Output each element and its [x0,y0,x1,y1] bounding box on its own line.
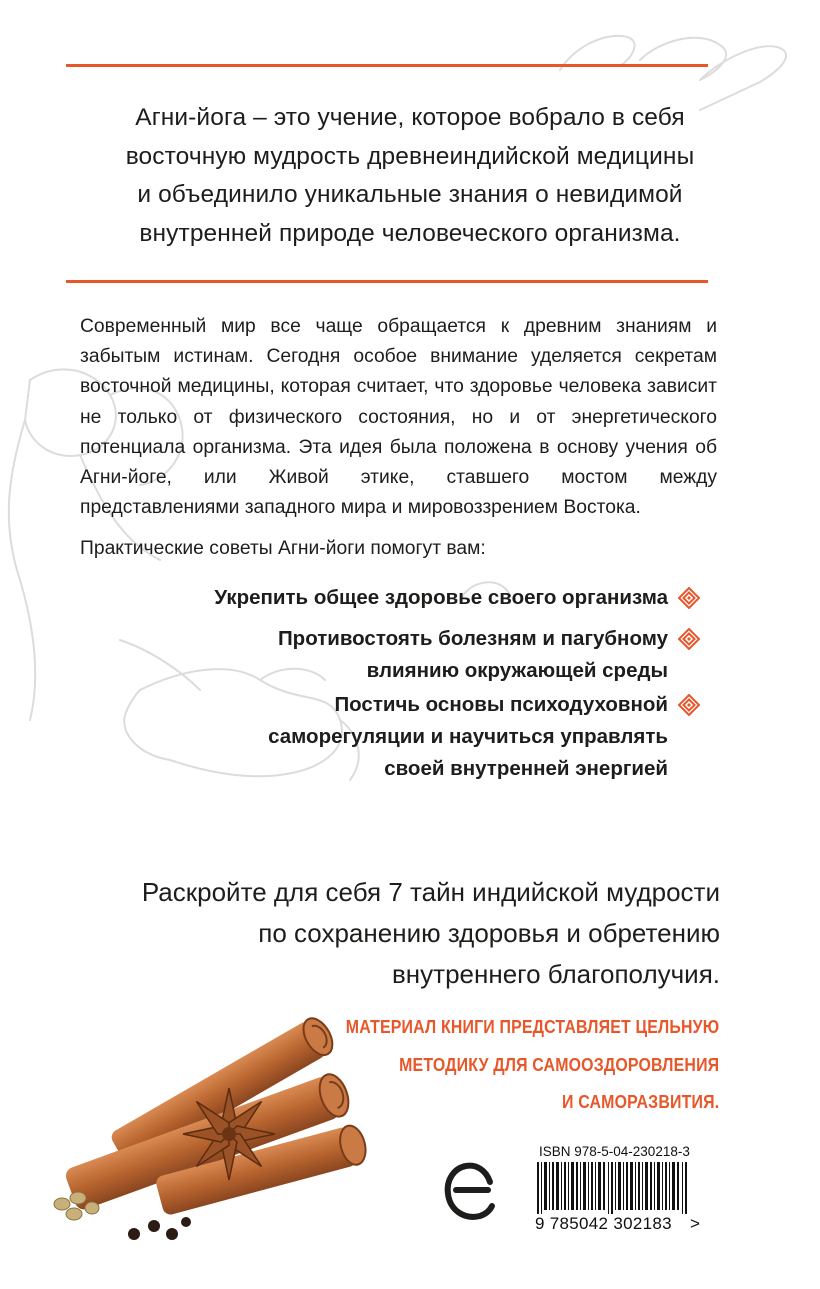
closing-paragraph [142,872,720,995]
intro-line: Агни-йога – это учение, которое вобрало в себя [135,104,685,131]
closing-line: по сохранению здоровья и обретению [258,918,720,948]
nested-diamond-icon [678,628,700,650]
bullet-line: Укрепить общее здоровье своего организма [214,586,668,609]
intro-line: внутренней природе человеческого организма. [139,219,681,247]
highlight-line: МЕТОДИКУ ДЛЯ САМООЗДОРОВЛЕНИЯ [398,1053,719,1075]
top-divider [66,64,708,67]
barcode-digits: 9 785042 302183 [535,1214,672,1233]
highlight-line: И САМОРАЗВИТИЯ. [561,1091,719,1112]
nested-diamond-icon [678,694,700,716]
barcode-image [537,1162,692,1214]
body-paragraph: Современный мир все чаще обращается к древним знаниям и забытым истинам. Сегодня особое внимание уделяется секретам восточной медицины, которая считает, что здоровье человека зависит не только от физического состояния, но и от энергетического потенциала организма. Эта идея была положена в основу учения об Агни-йоге, или Живой этике, ставшего мостом между представлениями западного мира и мировоззрением Востока. [80,316,717,519]
bullet-line: Постичь основы психодуховной [334,693,668,716]
cinnamon-star-anise-illustration [44,1004,374,1244]
highlight-statement [346,1008,719,1121]
publisher-logo-icon [442,1160,498,1224]
bullet-line: влиянию окружающей среды [366,659,668,682]
nested-diamond-icon [678,587,700,609]
bullet-line: саморегуляции и научиться управлять [268,725,668,748]
bullet-item [268,689,668,785]
intro-line: и объединило уникальные знания о невидимой [137,181,683,208]
middle-divider [66,280,708,283]
bullet-item [278,623,668,687]
bullet-line: своей внутренней энергией [384,757,668,780]
lead-sentence: Практические советы Агни-йоги помогут вам: [80,538,486,559]
bullet-item [214,582,668,614]
intro-paragraph [60,99,760,253]
closing-line: Раскройте для себя 7 тайн индийской мудрости [141,877,720,907]
isbn-label: ISBN 978-5-04-230218-3 [539,1144,690,1159]
closing-line: внутреннего благополучия. [391,959,720,989]
intro-line: восточную мудрость древнеиндийской медицины [125,142,695,170]
bullet-line: Противостоять болезням и пагубному [277,627,668,650]
highlight-line: МАТЕРИАЛ КНИГИ ПРЕДСТАВЛЯЕТ ЦЕЛЬНУЮ [345,1016,719,1037]
barcode-arrow: > [690,1214,700,1233]
